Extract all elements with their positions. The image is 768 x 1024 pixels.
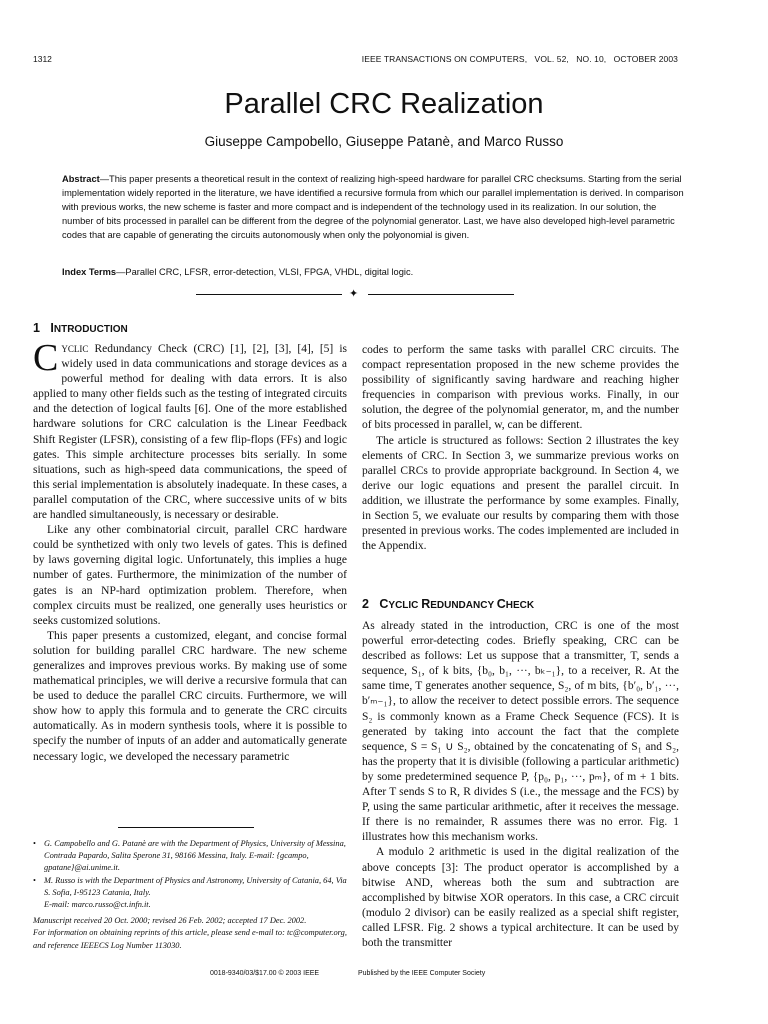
divider-line-right [368, 294, 514, 295]
section-2-number: 2 [362, 597, 369, 611]
abstract-label: Abstract [62, 174, 100, 184]
footnote-rule [118, 827, 254, 828]
journal-header: IEEE TRANSACTIONS ON COMPUTERS, VOL. 52, NO. 10, OCTOBER 2003 [361, 54, 678, 64]
intro-paragraph-5: The article is structured as follows: Section 2 illustrates the key elements of CRC. In Section 3, we summarize previous works on parallel CRCs to provide appropriate background. In Section 4, we derive our logic equations and present the parallel circuit. In addition, we illustrate the performance by some examples. Finally, in Section 5, we evaluate our results by comparing them with those presented in previous works. The codes implemented are included in the Appendix. [362, 434, 679, 553]
footnote-2-text: M. Russo is with the Department of Physics and Astronomy, University of Catania, 64, Via S. Sofia, I-95123 Catania, Italy. [44, 875, 347, 897]
index-terms-text: —Parallel CRC, LFSR, error-detection, VLSI, FPGA, VHDL, digital logic. [116, 267, 414, 277]
divider-line-left [196, 294, 342, 295]
section-divider [196, 288, 514, 300]
intro-paragraph-2: Like any other combinatorial circuit, parallel CRC hardware could be synthetized with only two levels of gates. This is defined by laws governing digital logic. Unfortunately, this implies a huge number of gates. Furthermore, the minimization of the number of gates is an NP-hard optimization problem. Therefore, when complex circuits must be realized, one generally uses heuristics or seeks customized solutions. [33, 524, 347, 627]
footnote-affiliation-1 [33, 838, 349, 875]
section-1-title-rest: NTRODUCTION [53, 324, 128, 335]
left-column [33, 337, 347, 765]
right-column [362, 343, 679, 554]
section-2-heading [362, 597, 534, 611]
index-terms-label: Index Terms [62, 267, 117, 277]
section-2-title-c2: C [496, 597, 506, 611]
author-list: Giuseppe Campobello, Giuseppe Patanè, and Marco Russo [204, 134, 564, 149]
crc-paragraph-1: As already stated in the introduction, CRC is one of the most powerful error-detecting codes. Briefly speaking, CRC can be described as follows: Let us suppose that a transmitter, T, sends a sequence, S₁, of k bits, {b₀, b₁, ···, bₖ₋₁}, to a receiver, R. At the same time, T generates another sequence, S₂, of m bits, {b′₀, b′₁, ···, b′ₘ₋₁}, to allow the receiver to detect possible errors. The sequence S₂ is commonly known as a Frame Check Sequence (FCS). It is generated by taking into account the fact that the complete sequence, S = S₁ ∪ S₂, obtained by the concatenating of S₁ and S₂, has the property that it is divisible (following a particular arithmetic) by some predetermined sequence P, {p₀, p₁, ···, pₘ}, of m + 1 bits. After T sends S to R, R divides S (i.e., the message and the FCS) by P, using the same particular arithmetic, after it receives the message. If there is no remainder, R assumes there was no error. Fig. 1 illustrates how this mechanism works. [362, 620, 679, 844]
footnote-2-email: E-mail: marco.russo@ct.infn.it. [44, 900, 151, 910]
section-2-title-yclic: YCLIC [388, 600, 422, 611]
section-1-title-initial: I [50, 321, 54, 335]
abstract-text: —This paper presents a theoretical result in the context of realizing high-speed hardware for parallel CRC checksums. Starting from the serial implementation widely reported in the literature, we have identified a recursive formula from which our parallel implementation is derived. In comparison with previous works, the new scheme is faster and more compact and is independent of the technology used in its realization. In our solution, the number of bits processed in parallel can be different from the degree of the polynomial generator. Last, we have also developed high-level parametric codes that are capable of generating the circuits autonomously when only the polyonomial is given. [62, 174, 684, 241]
section-2-title-edundancy: EDUNDANCY [430, 600, 497, 611]
manuscript-dates: Manuscript received 20 Oct. 2000; revised 26 Feb. 2002; accepted 17 Dec. 2002. [33, 916, 307, 926]
intro-p1-text: Redundancy Check (CRC) [1], [2], [3], [4], [5] is widely used in data communications and storage devices as a powerful method for dealing with data errors. It is also applied to many other fields such as the testing of integrated circuits and the detection of logical faults [6]. One of the more established hardware solutions for CRC calculation is the Linear Feedback Shift Register (LFSR), consisting of a few flip-flops (FFs) and logic gates. This simple architecture processes bits serially. In some situations, such as high-speed data communications, the speed of this serial implementation is absolutely inadequate. In these cases, a parallel computation of the CRC, where successive units of w bits are handled simultaneously, is necessary or desirable. [33, 343, 347, 522]
bullet-icon: • [33, 839, 36, 848]
copyright-line: 0018-9340/03/$17.00 © 2003 IEEE [210, 970, 320, 977]
page-number: 1312 [33, 54, 52, 64]
footnotes [33, 838, 349, 952]
section-1-heading [33, 321, 128, 335]
section-2-title-c: C [379, 597, 389, 611]
footnote-1-text: G. Campobello and G. Patanè are with the Department of Physics, University of Messina, Contrada Papardo, Salita Sperone 31, 98166 Messina, Italy. E-mail: {gcampo, gpatane}@ai.unime.it. [44, 839, 346, 873]
paper-title: Parallel CRC Realization [224, 88, 544, 120]
section-2-title-r: R [421, 597, 431, 611]
index-terms [62, 265, 686, 279]
intro-paragraph-4: codes to perform the same tasks with parallel CRC circuits. The compact representation proposed in the new scheme provides the possibility of significantly saving hardware and reaching higher frequencies in comparison with previous works. Finally, in our solution, the degree of the polynomial generator, m, and the number of bits processed in parallel, w, can be different. [362, 344, 679, 432]
section-2-title-heck: HECK [505, 600, 535, 611]
intro-paragraph-3: This paper presents a customized, elegant, and concise formal solution for building parallel CRC hardware. The new scheme generalizes and improves previous works. By making use of some mathematical principles, we will derive a recursive formula that can be used to deduce the parallel CRC circuits. Furthermore, we will show how to apply this formula and to generate the CRC circuits automatically. As in modern synthesis tools, where it is possible to specify the number of inputs of an adder and automatically generate necessary logic, we developed the necessary parametric [33, 629, 347, 763]
divider-diamond-icon: ✦ [349, 288, 359, 300]
publisher-line: Published by the IEEE Computer Society [358, 970, 486, 977]
reprint-info: For information on obtaining reprints of this article, please send e-mail to: tc@computer.org, and reference IEEECS Log Number 113030. [33, 928, 347, 950]
bullet-icon: • [33, 875, 36, 885]
intro-smallcaps: YCLIC [61, 344, 89, 354]
footnote-affiliation-2 [33, 875, 349, 912]
crc-paragraph-2: A modulo 2 arithmetic is used in the digital realization of the above concepts [3]: The product operator is accomplished by a bitwise AND, whereas both the sum and subtraction are accomplished by bitwise XOR operators. In this case, a CRC circuit (modulo 2 divisor) can be easily realized as a special shift register, called LFSR. Fig. 2 shows a typical architecture. It can be used by both the transmitter [362, 846, 679, 949]
intro-paragraph-1 [33, 337, 347, 523]
section-1-number: 1 [33, 321, 40, 335]
abstract [62, 172, 686, 242]
section-2-body [362, 619, 679, 951]
drop-cap: C [33, 337, 59, 379]
